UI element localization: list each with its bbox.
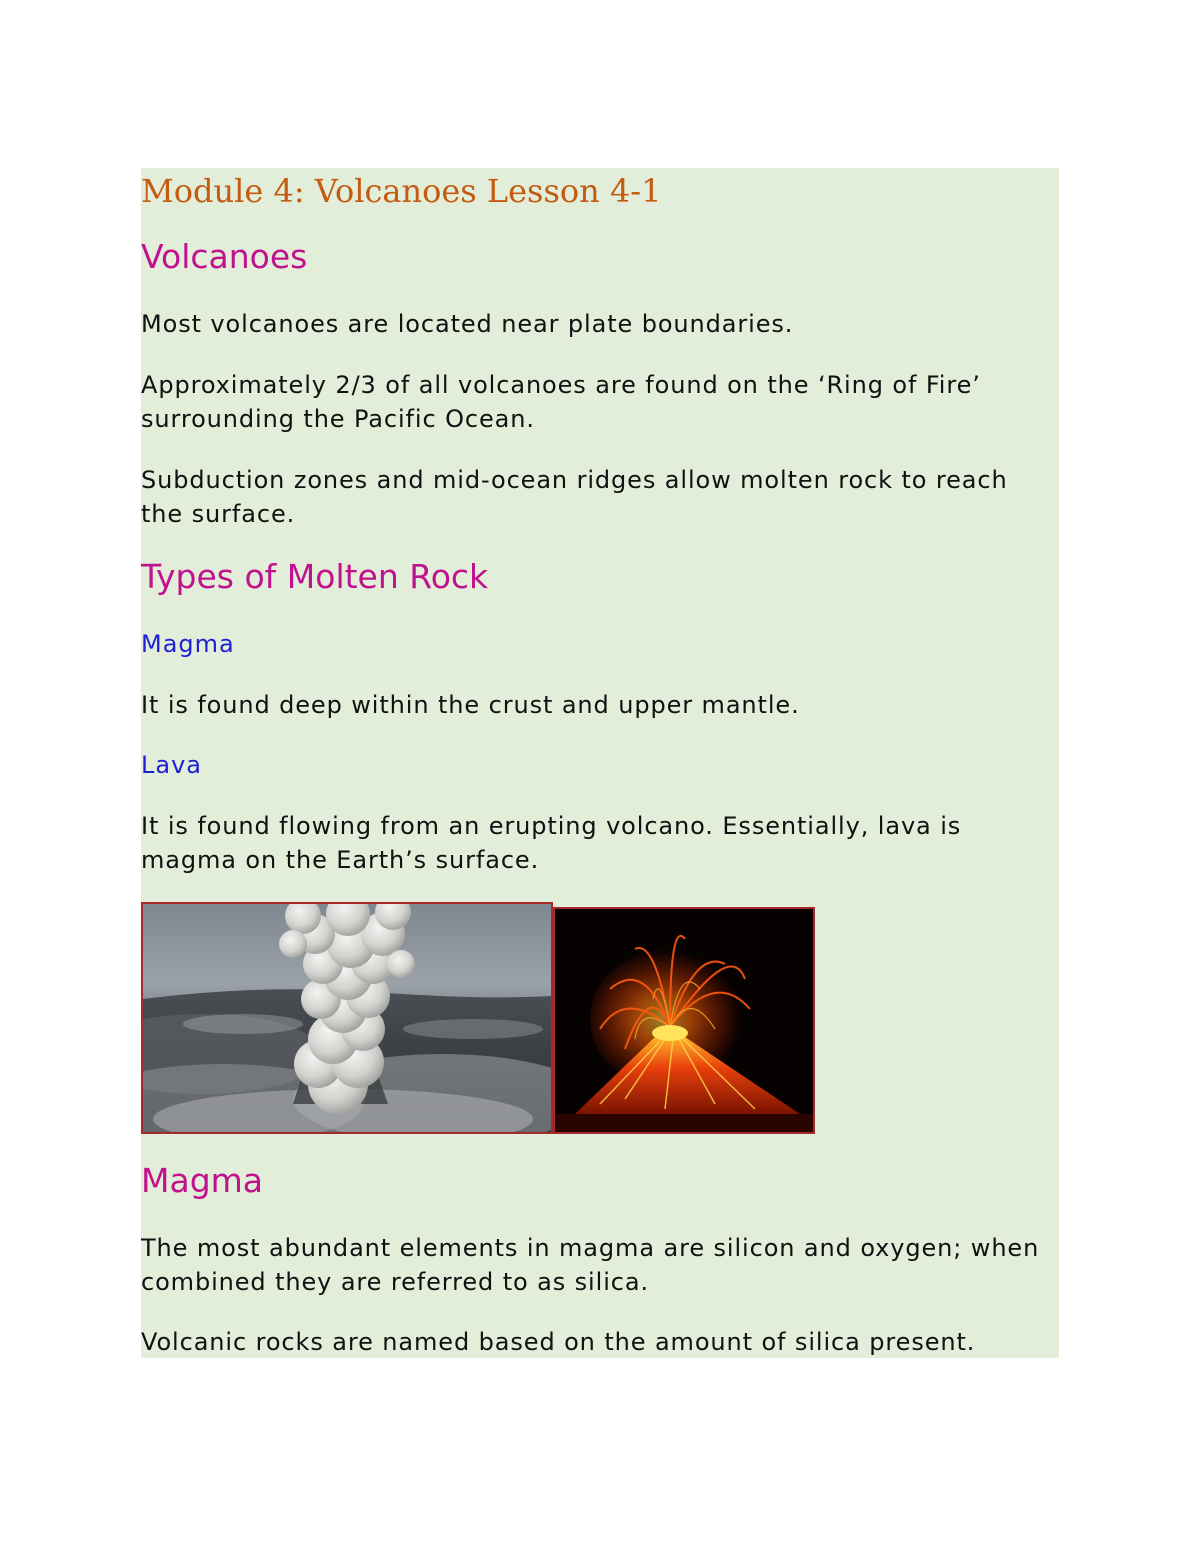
paragraph-magma-location: It is found deep within the crust and upper mantle. <box>141 691 800 719</box>
paragraph-plate-boundaries: Most volcanoes are located near plate boundaries. <box>141 310 794 338</box>
paragraph-silica-elements: The most abundant elements in magma are silicon and oxygen; when combined they are referred to as silica. <box>141 1234 1040 1296</box>
paragraph-subduction-zones: Subduction zones and mid-ocean ridges allow molten rock to reach the surface. <box>141 466 1008 528</box>
lesson-content <box>141 168 1059 1358</box>
subheading-lava: Lava <box>141 751 202 779</box>
module-title: Module 4: Volcanoes Lesson 4-1 <box>141 172 662 210</box>
ash-cloud-eruption-photo <box>141 902 553 1134</box>
paragraph-volcanic-rocks-named: Volcanic rocks are named based on the amount of silica present. <box>141 1328 976 1356</box>
heading-types-of-molten-rock: Types of Molten Rock <box>141 557 489 596</box>
lava-eruption-photo <box>553 907 815 1134</box>
subheading-magma: Magma <box>141 630 235 658</box>
paragraph-ring-of-fire: Approximately 2/3 of all volcanoes are found on the ‘Ring of Fire’ surrounding the Pacific Ocean. <box>141 371 981 433</box>
heading-magma: Magma <box>141 1161 264 1200</box>
heading-volcanoes: Volcanoes <box>141 237 308 276</box>
paragraph-lava-description: It is found flowing from an erupting volcano. Essentially, lava is magma on the Earth’s surface. <box>141 812 962 874</box>
